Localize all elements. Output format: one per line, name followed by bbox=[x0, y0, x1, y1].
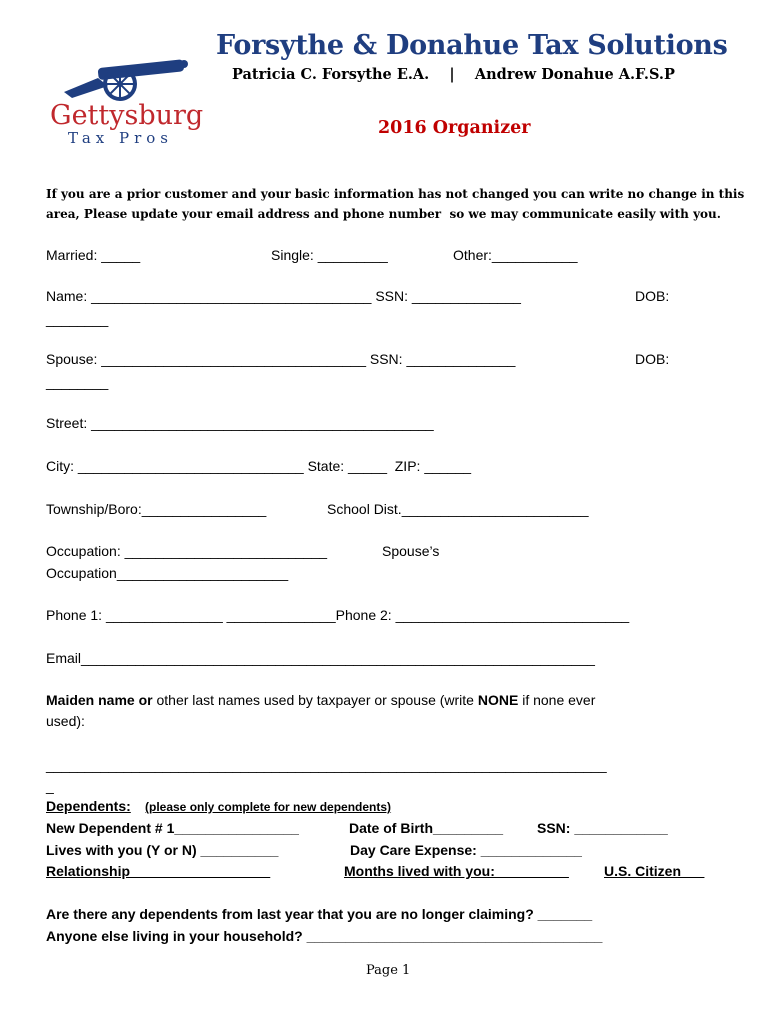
company-title: Forsythe & Donahue Tax Solutions bbox=[216, 30, 728, 61]
maiden-name-question-cont: used): bbox=[46, 713, 85, 729]
email-field[interactable]: Email__________________________________________________________________ bbox=[46, 650, 595, 666]
maiden-bold-2: NONE bbox=[477, 692, 519, 708]
spouse-occupation-label: Spouse’s bbox=[382, 543, 440, 559]
prior-dependents-question[interactable]: Are there any dependents from last year that you are no longer claiming? _______ bbox=[46, 906, 593, 922]
single-field[interactable]: Single: _________ bbox=[271, 247, 388, 263]
school-district-field[interactable]: School Dist.________________________ bbox=[327, 501, 589, 517]
maiden-name-field-cont[interactable]: _ bbox=[46, 778, 54, 794]
name-field[interactable]: Name: ____________________________________ SSN: ______________ bbox=[46, 288, 521, 304]
dependents-note: (please only complete for new dependents) bbox=[145, 800, 392, 814]
relationship-field[interactable]: Relationship__________________ bbox=[46, 863, 271, 879]
dependent-dob-field[interactable]: Date of Birth_________ bbox=[349, 820, 504, 836]
page-number: Page 1 bbox=[366, 963, 411, 978]
spouse-occupation-field[interactable]: Occupation______________________ bbox=[46, 565, 289, 581]
township-field[interactable]: Township/Boro:________________ bbox=[46, 501, 267, 517]
logo bbox=[44, 56, 204, 148]
phone-field[interactable]: Phone 1: _______________ ______________Phone 2: ______________________________ bbox=[46, 607, 630, 623]
maiden-name-question bbox=[46, 692, 595, 708]
maiden-text-2: if none ever bbox=[518, 692, 596, 708]
lives-with-field[interactable]: Lives with you (Y or N) __________ bbox=[46, 842, 279, 858]
occupation-field[interactable]: Occupation: __________________________ bbox=[46, 543, 328, 559]
spouse-dob-field[interactable]: ________ bbox=[46, 374, 109, 390]
cannon-icon bbox=[58, 56, 188, 104]
us-citizen-field[interactable]: U.S. Citizen___ bbox=[604, 863, 705, 879]
months-lived-field[interactable]: Months lived with you: _________ bbox=[344, 863, 569, 879]
logo-name: Gettysburg bbox=[50, 100, 204, 131]
intro-line-1: If you are a prior customer and your basic information has not changed you can write no change in this bbox=[46, 187, 745, 201]
married-field[interactable]: Married: _____ bbox=[46, 247, 141, 263]
dependents-heading: Dependents: bbox=[46, 798, 131, 814]
spouse-dob-label: DOB: bbox=[635, 351, 670, 367]
day-care-field[interactable]: Day Care Expense: _____________ bbox=[350, 842, 582, 858]
maiden-bold-1: Maiden name or bbox=[46, 692, 153, 708]
spouse-field[interactable]: Spouse: __________________________________ SSN: ______________ bbox=[46, 351, 516, 367]
organizer-title: 2016 Organizer bbox=[378, 118, 531, 138]
other-field[interactable]: Other:___________ bbox=[453, 247, 578, 263]
intro-line-2: area, Please update your email address and phone number so we may communicate easily with you. bbox=[46, 207, 721, 221]
logo-tagline: Tax Pros bbox=[68, 129, 174, 147]
dependent-ssn-field[interactable]: SSN: ____________ bbox=[537, 820, 668, 836]
household-question[interactable]: Anyone else living in your household? ______________________________________ bbox=[46, 928, 603, 944]
city-state-zip-field[interactable]: City: _____________________________ State: _____ ZIP: ______ bbox=[46, 458, 472, 474]
name-dob-label: DOB: bbox=[635, 288, 670, 304]
new-dependent-field[interactable]: New Dependent # 1________________ bbox=[46, 820, 299, 836]
name-dob-field[interactable]: ________ bbox=[46, 311, 109, 327]
street-field[interactable]: Street: ____________________________________________ bbox=[46, 415, 434, 431]
maiden-text-1: other last names used by taxpayer or spouse (write bbox=[152, 692, 478, 708]
company-subtitle: Patricia C. Forsythe E.A. | Andrew Donahue A.F.S.P bbox=[232, 66, 675, 83]
maiden-name-field[interactable]: ________________________________________________________________________ bbox=[46, 757, 607, 773]
